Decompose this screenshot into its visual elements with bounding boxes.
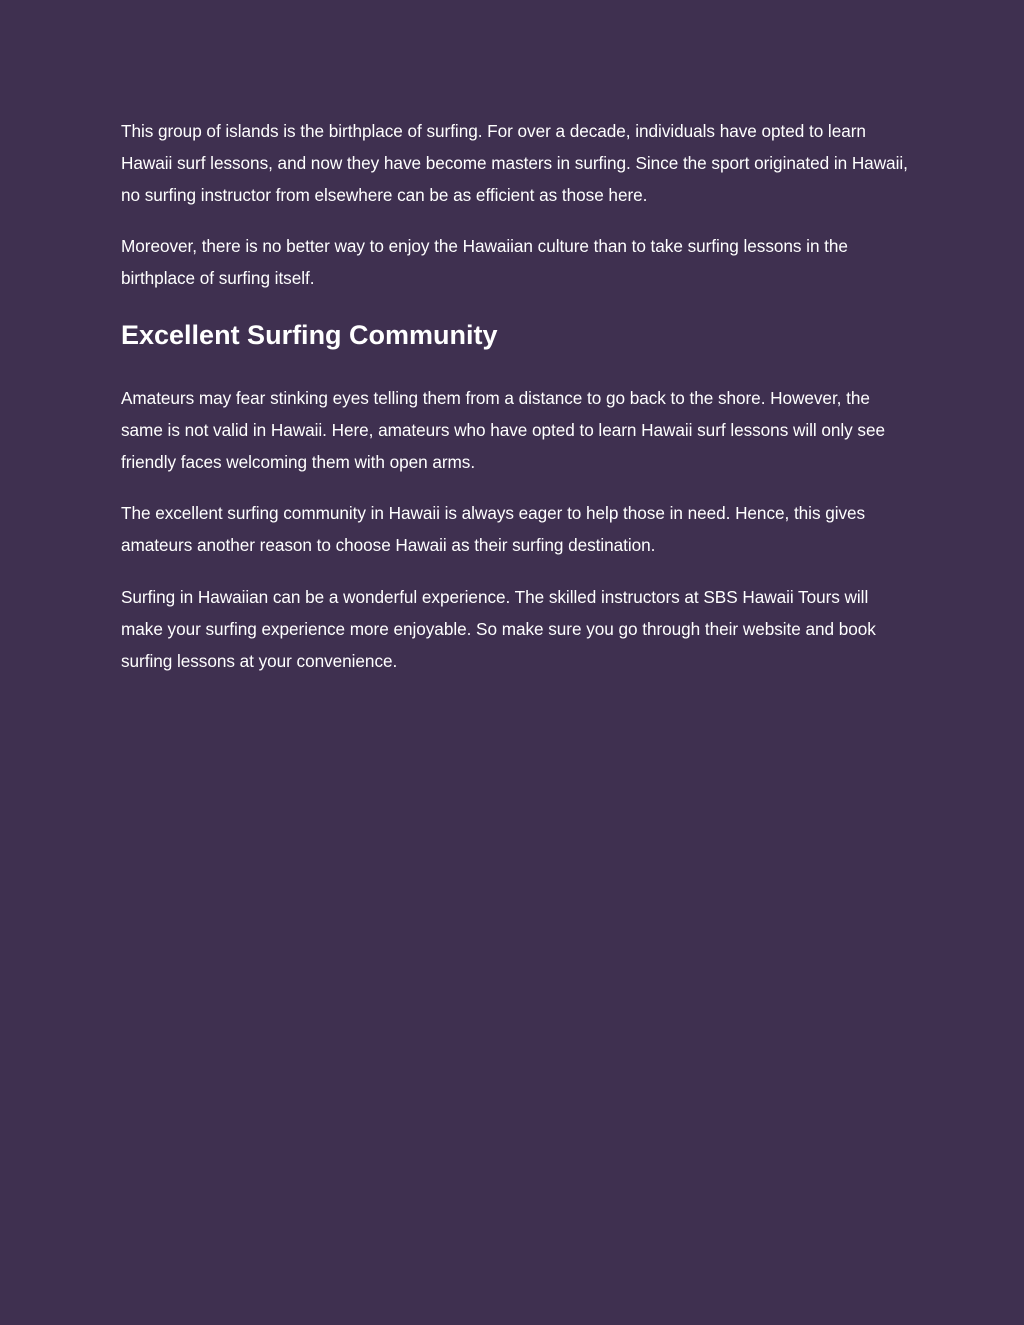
article-body [121,116,911,697]
section-paragraph-2: The excellent surfing community in Hawaii is always eager to help those in need. Hence, this gives amateurs another reason to choose Hawaii as their surfing destination. [121,503,866,556]
intro-paragraph-2: Moreover, there is no better way to enjoy the Hawaiian culture than to take surfing lessons in the birthplace of surfing itself. [121,236,848,289]
section-paragraph-1: Amateurs may fear stinking eyes telling them from a distance to go back to the shore. However, the same is not valid in Hawaii. Here, amateurs who have opted to learn Hawaii surf lessons will only see friendly faces welcoming them with open arms. [121,387,885,472]
section-heading: Excellent Surfing Community [121,319,498,350]
section-paragraph-3: Surfing in Hawaiian can be a wonderful experience. The skilled instructors at SBS Hawaii Tours will make your surfing experience more enjoyable. So make sure you go through their website and book surfing lessons at your convenience. [121,586,876,671]
intro-paragraph-1: This group of islands is the birthplace of surfing. For over a decade, individuals have opted to learn Hawaii surf lessons, and now they have become masters in surfing. Since the sport originated in Hawaii, no surfing instructor from elsewhere can be as efficient as those here. [121,121,908,205]
